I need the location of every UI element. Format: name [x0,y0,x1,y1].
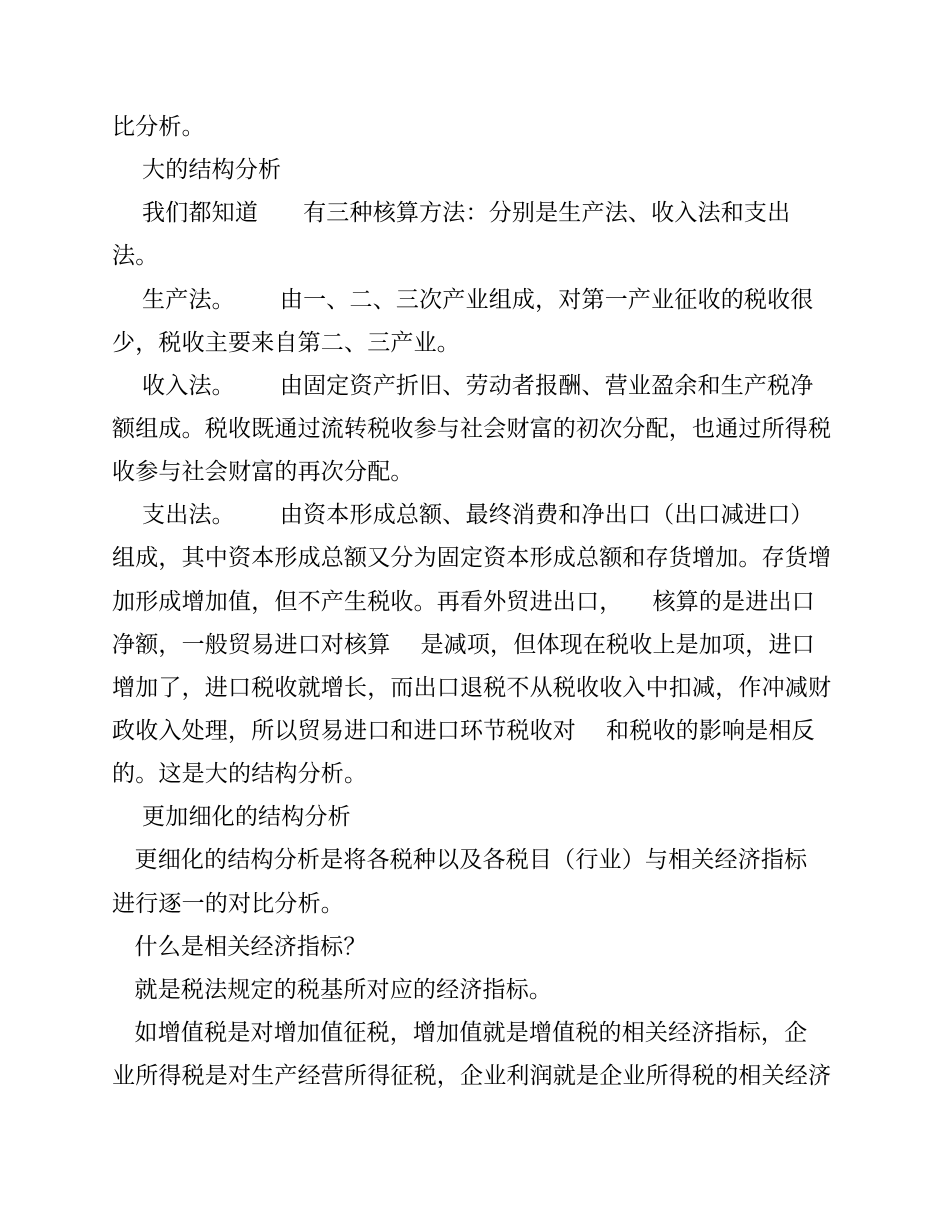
text-line: 增加了，进口税收就增长，而出口退税不从税收收入中扣减，作冲减财 [112,675,832,701]
text-line: 收参与社会财富的再次分配。 [112,459,414,485]
text-line: 比分析。 [112,114,205,140]
text-line: 生产法。 由一、二、三次产业组成，对第一产业征收的税收很 [112,287,814,313]
text-line: 净额，一般贸易进口对核算 是减项，但体现在税收上是加项，进口 [112,632,815,658]
text-line: 我们都知道 有三种核算方法：分别是生产法、收入法和支出 [112,200,791,226]
text-line: 什么是相关经济指标？ [112,934,367,960]
text-line: 少，税收主要来自第二、三产业。 [112,330,460,356]
text-line: 业所得税是对生产经营所得征税，企业利润就是企业所得税的相关经济 [112,1063,832,1089]
text-line: 法。 [112,243,159,269]
text-line: 支出法。 由资本形成总额、最终消费和净出口（出口减进口） [112,502,814,528]
section-heading: 大的结构分析 [112,157,282,183]
text-line: 进行逐一的对比分析。 [112,891,344,917]
text-line: 收入法。 由固定资产折旧、劳动者报酬、营业盈余和生产税净 [112,373,814,399]
text-line: 额组成。税收既通过流转税收参与社会财富的初次分配，也通过所得税 [112,416,832,442]
text-line: 就是税法规定的税基所对应的经济指标。 [112,977,553,1003]
text-line: 组成，其中资本形成总额又分为固定资本形成总额和存货增加。存货增 [112,545,832,571]
text-line: 政收入处理，所以贸易进口和进口环节税收对 和税收的影响是相反 [112,718,815,744]
text-line: 的。这是大的结构分析。 [112,761,368,787]
section-heading: 更加细化的结构分析 [112,804,351,830]
text-line: 加形成增加值，但不产生税收。再看外贸进出口， 核算的是进出口 [112,589,815,615]
text-line: 如增值税是对增加值征税，增加值就是增值税的相关经济指标，企 [112,1020,808,1046]
text-line: 更细化的结构分析是将各税种以及各税目（行业）与相关经济指标 [112,847,808,873]
